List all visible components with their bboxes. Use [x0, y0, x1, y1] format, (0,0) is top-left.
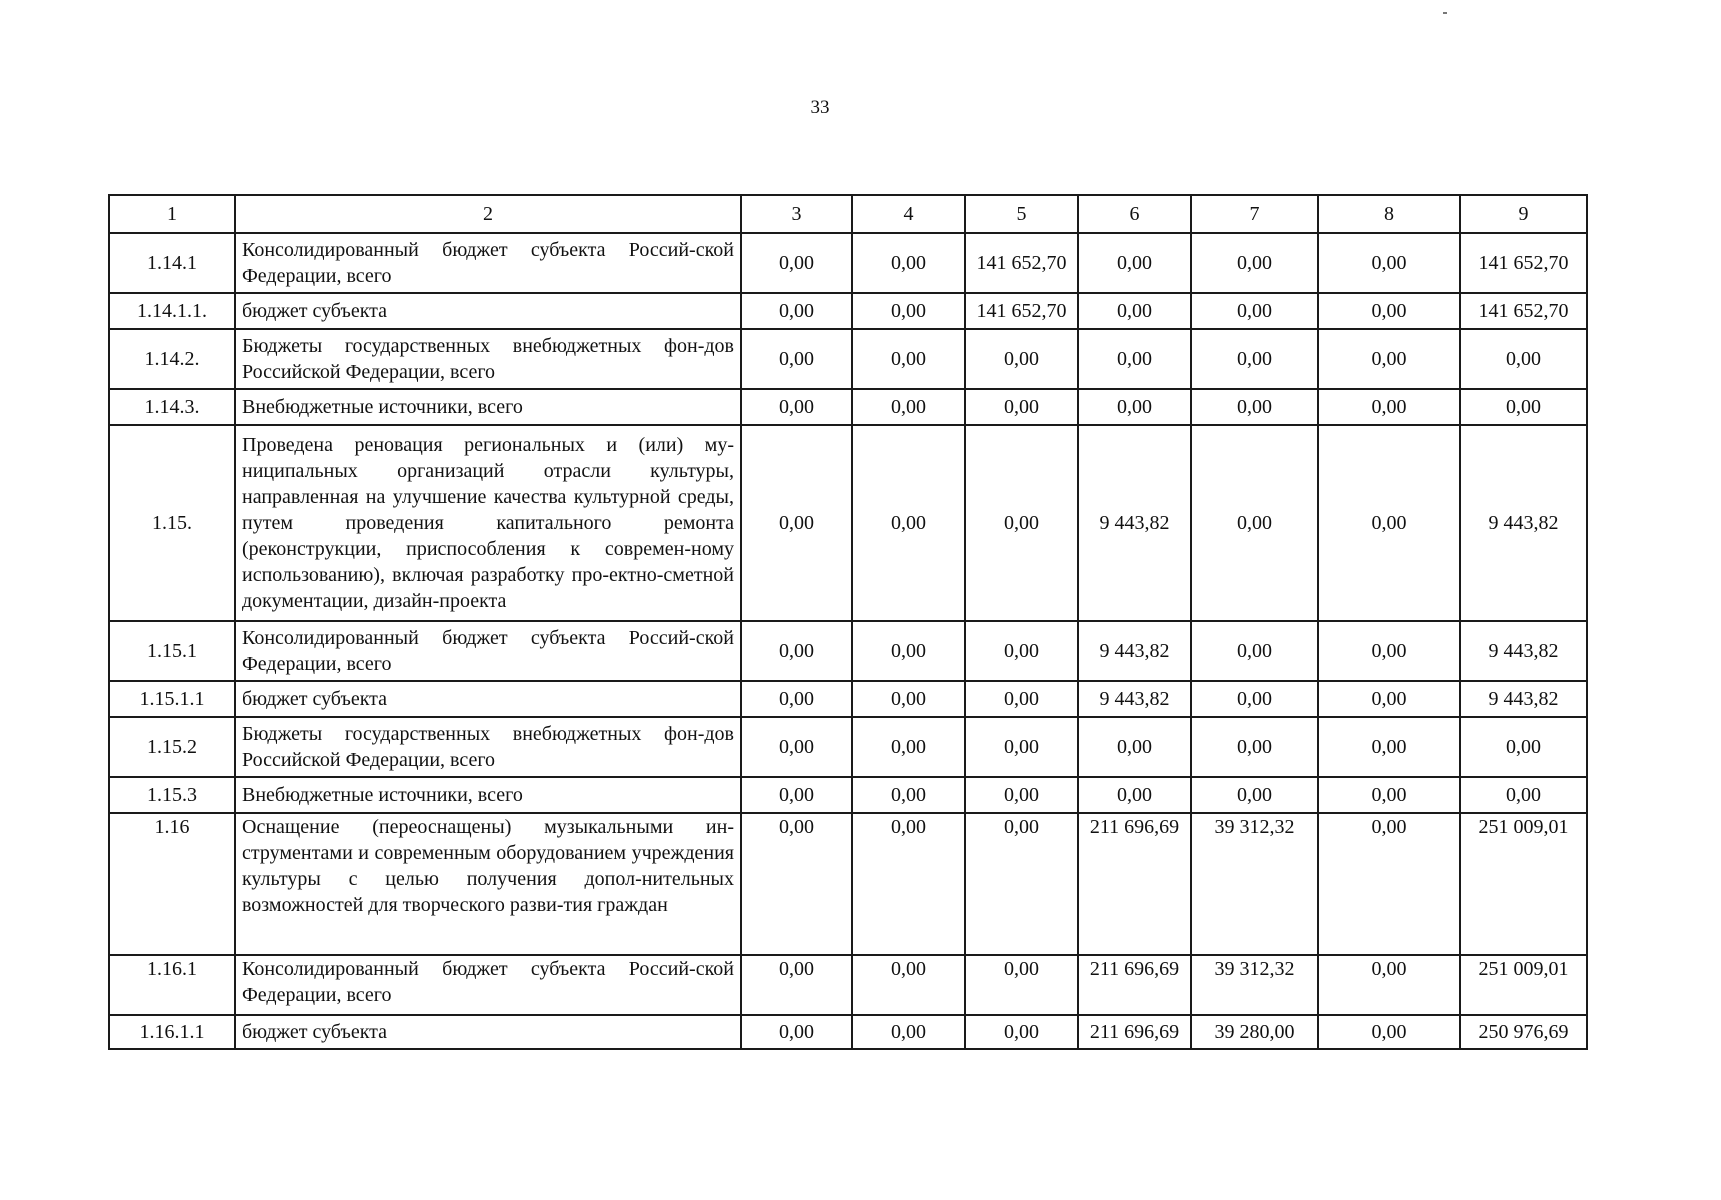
value-cell: 0,00: [741, 955, 852, 1015]
table-header-row: [109, 195, 1587, 233]
value-cell: 0,00: [1318, 1015, 1460, 1049]
row-number: 1.16.1.1: [109, 1015, 235, 1049]
value-cell: 0,00: [741, 621, 852, 681]
value-cell: 0,00: [965, 717, 1078, 777]
row-number: 1.16: [109, 813, 235, 955]
value-cell: 251 009,01: [1460, 955, 1587, 1015]
table-row: [109, 621, 1587, 681]
row-number: 1.15.1: [109, 621, 235, 681]
value-cell: 141 652,70: [1460, 233, 1587, 293]
value-cell: 0,00: [852, 717, 965, 777]
value-cell: 141 652,70: [965, 293, 1078, 329]
value-cell: 0,00: [1078, 293, 1191, 329]
value-cell: 0,00: [1460, 389, 1587, 425]
row-number: 1.14.2.: [109, 329, 235, 389]
value-cell: 0,00: [852, 425, 965, 621]
value-cell: 0,00: [741, 813, 852, 955]
table-row: [109, 813, 1587, 955]
value-cell: 0,00: [1318, 717, 1460, 777]
value-cell: 0,00: [965, 1015, 1078, 1049]
row-number: 1.15.3: [109, 777, 235, 813]
value-cell: 0,00: [1191, 681, 1318, 717]
value-cell: 0,00: [852, 813, 965, 955]
row-number: 1.15.2: [109, 717, 235, 777]
value-cell: 0,00: [1460, 329, 1587, 389]
value-cell: 0,00: [852, 621, 965, 681]
value-cell: 0,00: [1460, 717, 1587, 777]
value-cell: 0,00: [1318, 621, 1460, 681]
column-header: 4: [852, 195, 965, 233]
value-cell: 0,00: [1191, 389, 1318, 425]
row-number: 1.14.3.: [109, 389, 235, 425]
value-cell: 0,00: [1078, 329, 1191, 389]
row-number: 1.15.1.1: [109, 681, 235, 717]
row-description: Внебюджетные источники, всего: [235, 389, 741, 425]
value-cell: 0,00: [1318, 329, 1460, 389]
row-number: 1.16.1: [109, 955, 235, 1015]
value-cell: 9 443,82: [1078, 681, 1191, 717]
column-header: 8: [1318, 195, 1460, 233]
row-description: Оснащение (переоснащены) музыкальными ин-струментами и современным оборудованием учреждения культуры с целью получения допол-нительных возможностей для творческого разви-тия граждан: [235, 813, 741, 955]
value-cell: 0,00: [852, 329, 965, 389]
value-cell: 0,00: [1318, 389, 1460, 425]
value-cell: 0,00: [1318, 233, 1460, 293]
column-header: 1: [109, 195, 235, 233]
scan-artifact: [1443, 12, 1447, 14]
row-description: Бюджеты государственных внебюджетных фон-дов Российской Федерации, всего: [235, 329, 741, 389]
value-cell: 141 652,70: [965, 233, 1078, 293]
value-cell: 0,00: [741, 233, 852, 293]
table-row: [109, 777, 1587, 813]
column-header: 9: [1460, 195, 1587, 233]
row-description: бюджет субъекта: [235, 293, 741, 329]
value-cell: 0,00: [741, 329, 852, 389]
value-cell: 0,00: [1078, 777, 1191, 813]
value-cell: 9 443,82: [1078, 425, 1191, 621]
value-cell: 0,00: [1191, 621, 1318, 681]
value-cell: 9 443,82: [1460, 621, 1587, 681]
value-cell: 0,00: [1318, 813, 1460, 955]
value-cell: 0,00: [852, 233, 965, 293]
value-cell: 250 976,69: [1460, 1015, 1587, 1049]
value-cell: 39 312,32: [1191, 813, 1318, 955]
value-cell: 0,00: [965, 425, 1078, 621]
column-header: 5: [965, 195, 1078, 233]
row-description: Внебюджетные источники, всего: [235, 777, 741, 813]
row-description: Бюджеты государственных внебюджетных фон-дов Российской Федерации, всего: [235, 717, 741, 777]
column-header: 6: [1078, 195, 1191, 233]
value-cell: 0,00: [852, 389, 965, 425]
value-cell: 0,00: [965, 621, 1078, 681]
value-cell: 0,00: [852, 777, 965, 813]
value-cell: 0,00: [1318, 777, 1460, 813]
value-cell: 211 696,69: [1078, 813, 1191, 955]
value-cell: 0,00: [965, 777, 1078, 813]
value-cell: 0,00: [852, 1015, 965, 1049]
value-cell: 211 696,69: [1078, 955, 1191, 1015]
value-cell: 0,00: [1191, 425, 1318, 621]
value-cell: 0,00: [741, 389, 852, 425]
page-number: 33: [810, 97, 830, 118]
value-cell: 0,00: [1318, 293, 1460, 329]
column-header: 2: [235, 195, 741, 233]
table-row: [109, 1015, 1587, 1049]
table-row: [109, 389, 1587, 425]
value-cell: 0,00: [1078, 389, 1191, 425]
value-cell: 141 652,70: [1460, 293, 1587, 329]
row-description: бюджет субъекта: [235, 1015, 741, 1049]
value-cell: 0,00: [965, 681, 1078, 717]
value-cell: 0,00: [741, 777, 852, 813]
value-cell: 0,00: [741, 1015, 852, 1049]
value-cell: 0,00: [1460, 777, 1587, 813]
row-number: 1.14.1.1.: [109, 293, 235, 329]
value-cell: 0,00: [852, 955, 965, 1015]
value-cell: 0,00: [965, 955, 1078, 1015]
value-cell: 9 443,82: [1078, 621, 1191, 681]
value-cell: 39 280,00: [1191, 1015, 1318, 1049]
table-row: [109, 329, 1587, 389]
value-cell: 0,00: [852, 293, 965, 329]
value-cell: 0,00: [1191, 233, 1318, 293]
row-description: Консолидированный бюджет субъекта Россий-ской Федерации, всего: [235, 955, 741, 1015]
row-description: Консолидированный бюджет субъекта Россий-ской Федерации, всего: [235, 233, 741, 293]
value-cell: 0,00: [1191, 717, 1318, 777]
row-number: 1.14.1: [109, 233, 235, 293]
value-cell: 0,00: [1191, 293, 1318, 329]
value-cell: 251 009,01: [1460, 813, 1587, 955]
value-cell: 9 443,82: [1460, 681, 1587, 717]
column-header: 3: [741, 195, 852, 233]
value-cell: 0,00: [1078, 717, 1191, 777]
row-description: бюджет субъекта: [235, 681, 741, 717]
row-description: Проведена реновация региональных и (или) му-ниципальных организаций отрасли культуры, направленная на улучшение качества культурной среды, путем проведения капитального ремонта (реконструкции, приспособления к современ-ному использованию), включая разработку про-ектно-сметной документации, дизайн-проекта: [235, 425, 741, 621]
table-row: [109, 955, 1587, 1015]
table-row: [109, 293, 1587, 329]
value-cell: 0,00: [1191, 329, 1318, 389]
value-cell: 211 696,69: [1078, 1015, 1191, 1049]
value-cell: 0,00: [965, 329, 1078, 389]
value-cell: 0,00: [1191, 777, 1318, 813]
value-cell: 0,00: [1318, 681, 1460, 717]
value-cell: 0,00: [741, 681, 852, 717]
value-cell: 0,00: [852, 681, 965, 717]
table-row: [109, 233, 1587, 293]
value-cell: 39 312,32: [1191, 955, 1318, 1015]
value-cell: 0,00: [1318, 425, 1460, 621]
value-cell: 0,00: [1318, 955, 1460, 1015]
value-cell: 9 443,82: [1460, 425, 1587, 621]
value-cell: 0,00: [965, 389, 1078, 425]
table-row: [109, 425, 1587, 621]
value-cell: 0,00: [741, 425, 852, 621]
value-cell: 0,00: [1078, 233, 1191, 293]
table-row: [109, 681, 1587, 717]
row-number: 1.15.: [109, 425, 235, 621]
row-description: Консолидированный бюджет субъекта Россий-ской Федерации, всего: [235, 621, 741, 681]
value-cell: 0,00: [741, 293, 852, 329]
column-header: 7: [1191, 195, 1318, 233]
table-row: [109, 717, 1587, 777]
value-cell: 0,00: [965, 813, 1078, 955]
value-cell: 0,00: [741, 717, 852, 777]
budget-table: [108, 194, 1588, 1050]
